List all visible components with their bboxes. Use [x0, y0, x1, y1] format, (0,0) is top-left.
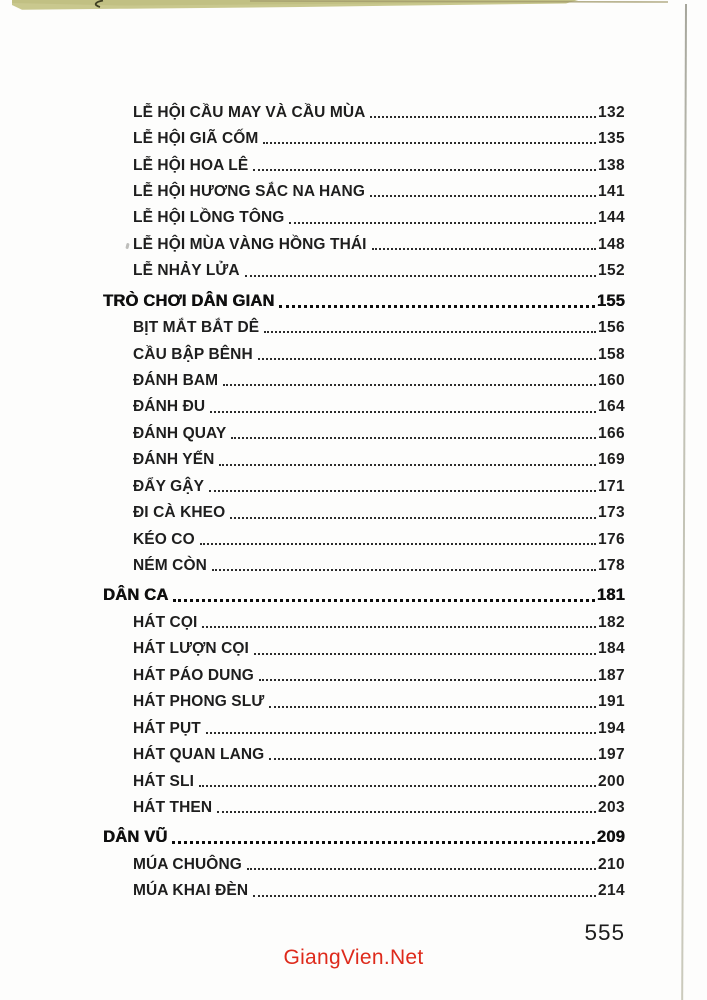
toc-page-number: 191: [597, 693, 625, 711]
table-of-contents: [103, 95, 625, 900]
toc-entry-label: HÁT PÁO DUNG: [133, 666, 254, 684]
toc-entry-label: ĐÁNH YẾN: [133, 451, 215, 469]
toc-entry-label: LỄ HỘI GIÃ CỐM: [133, 130, 259, 148]
toc-page-number: 178: [597, 557, 625, 575]
toc-row-entry: [103, 469, 625, 495]
toc-page-number: 160: [597, 372, 625, 389]
toc-entry-label: ĐI CÀ KHEO: [133, 504, 226, 522]
toc-row-entry: [103, 363, 625, 389]
toc-page-number: 132: [597, 103, 625, 121]
toc-row-header: [103, 579, 625, 605]
toc-row-entry: [103, 685, 625, 711]
toc-page-number: 169: [597, 451, 625, 469]
dotted-leader: [245, 275, 596, 277]
toc-row-entry: [103, 847, 625, 873]
toc-page-number: 210: [597, 855, 625, 873]
toc-row-entry: [103, 95, 625, 121]
dotted-leader: [253, 169, 596, 171]
toc-row-entry: [103, 764, 625, 790]
dotted-leader: [264, 331, 596, 333]
toc-entry-label: ĐÁNH BAM: [133, 372, 219, 389]
toc-page-number: 144: [597, 209, 625, 227]
dotted-leader: [370, 116, 596, 118]
dotted-leader: [289, 222, 596, 224]
toc-entry-label: LỄ HỘI HOA LÊ: [133, 156, 249, 174]
dotted-leader: [263, 142, 596, 144]
toc-entry-label: LỄ HỘI LỒNG TÔNG: [133, 209, 285, 227]
dotted-leader: [231, 437, 596, 439]
toc-row-entry: [103, 311, 625, 337]
toc-page-number: 173: [597, 504, 625, 522]
toc-page-number: 156: [597, 319, 625, 337]
dotted-leader: [206, 732, 596, 734]
toc-row-entry: [103, 443, 625, 469]
toc-page-number: 135: [597, 130, 625, 148]
toc-page-number: 200: [597, 772, 625, 790]
dotted-leader: [212, 569, 596, 571]
toc-page-number: 152: [597, 262, 625, 280]
toc-entry-label: CẦU BẬP BÊNH: [133, 345, 253, 363]
toc-entry-label: BỊT MẮT BẮT DÊ: [133, 319, 260, 337]
toc-page-number: 187: [597, 666, 625, 684]
toc-page-number: 138: [597, 156, 625, 174]
dotted-leader: [258, 358, 596, 360]
toc-page-number: 181: [596, 586, 625, 605]
scan-line-artifact: [681, 4, 687, 1000]
toc-page-number: 141: [597, 182, 625, 200]
toc-entry-label: HÁT PHONG SLƯ: [133, 693, 265, 711]
toc-row-entry: [103, 227, 625, 253]
toc-entry-label: LỄ NHẢY LỬA: [133, 262, 240, 280]
toc-row-entry: [103, 390, 625, 416]
toc-entry-label: HÁT THEN: [133, 799, 213, 816]
dotted-leader: [199, 785, 596, 787]
dotted-leader: [200, 543, 596, 545]
toc-row-entry: [103, 658, 625, 684]
toc-entry-label: ĐẨY GẬY: [133, 477, 205, 495]
toc-row-header: [103, 821, 625, 847]
toc-entry-label: HÁT PỤT: [133, 719, 201, 737]
toc-row-entry: [103, 416, 625, 442]
toc-row-entry: [103, 632, 625, 658]
toc-row-entry: [103, 337, 625, 363]
toc-page-number: 182: [597, 613, 625, 631]
toc-entry-label: LỄ HỘI HƯƠNG SẮC NA HANG: [133, 182, 365, 200]
toc-entry-label: MÚA CHUÔNG: [133, 855, 242, 873]
dotted-leader: [210, 411, 596, 413]
toc-page-number: 158: [597, 345, 625, 363]
toc-entry-label: LỄ HỘI CẦU MAY VÀ CẦU MÙA: [133, 103, 366, 121]
toc-entry-label: NÉM CÒN: [133, 557, 207, 575]
toc-row-entry: [103, 496, 625, 522]
toc-page-number: 184: [597, 640, 625, 658]
toc-entry-label: HÁT QUAN LANG: [133, 746, 265, 764]
toc-page-number: 155: [596, 291, 625, 310]
toc-entry-label: TRÒ CHƠI DÂN GIAN: [103, 291, 275, 310]
dotted-leader: [230, 517, 596, 519]
toc-row-header: [103, 284, 625, 310]
toc-entry-label: LỄ HỘI MÙA VÀNG HỒNG THÁI: [133, 235, 367, 253]
toc-entry-label: MÚA KHAI ĐÈN: [133, 882, 249, 900]
dotted-leader: [219, 464, 595, 466]
page-number: 555: [584, 920, 625, 945]
watermark-text: GiangVien.Net: [283, 946, 424, 969]
dotted-leader: [202, 626, 596, 628]
toc-entry-label: DÂN CA: [103, 586, 169, 605]
page-edge-artifact: [0, 0, 707, 14]
toc-page-number: 209: [596, 828, 625, 847]
toc-row-entry: [103, 522, 625, 548]
toc-row-entry: [103, 874, 625, 900]
dotted-leader: [253, 895, 596, 897]
toc-row-entry: [103, 148, 625, 174]
dotted-leader: [173, 599, 594, 602]
toc-row-entry: [103, 201, 625, 227]
toc-row-entry: [103, 738, 625, 764]
dotted-leader: [372, 248, 596, 250]
toc-entry-label: HÁT CỌI: [133, 613, 198, 631]
toc-page-number: 171: [597, 477, 625, 495]
toc-page-number: 197: [597, 746, 625, 764]
dotted-leader: [172, 841, 594, 844]
dotted-leader: [370, 195, 596, 197]
toc-entry-label: HÁT SLI: [133, 772, 194, 790]
toc-row-entry: [103, 605, 625, 631]
toc-row-entry: [103, 711, 625, 737]
toc-page-number: 148: [597, 235, 625, 253]
dotted-leader: [259, 679, 596, 681]
dotted-leader: [269, 758, 596, 760]
dotted-leader: [209, 490, 596, 492]
toc-entry-label: DÂN VŨ: [103, 828, 168, 847]
toc-entry-label: ĐÁNH ĐU: [133, 398, 206, 416]
toc-entry-label: ĐÁNH QUAY: [133, 424, 227, 442]
dotted-leader: [247, 868, 596, 870]
dotted-leader: [269, 706, 596, 708]
toc-page-number: 194: [597, 719, 625, 737]
toc-row-entry: [103, 174, 625, 200]
dotted-leader: [279, 305, 594, 308]
toc-page-number: 203: [597, 799, 625, 816]
toc-page-number: 166: [597, 424, 625, 442]
dotted-leader: [223, 384, 596, 386]
toc-entry-label: HÁT LƯỢN CỌI: [133, 640, 249, 658]
toc-page-number: 176: [597, 530, 625, 548]
toc-row-entry: [103, 254, 625, 280]
toc-row-entry: [103, 121, 625, 147]
dotted-leader: [254, 653, 596, 655]
toc-page-number: 164: [597, 398, 625, 416]
dotted-leader: [217, 811, 596, 813]
toc-page-number: 214: [597, 882, 625, 900]
toc-row-entry: [103, 790, 625, 816]
toc-row-entry: [103, 548, 625, 574]
toc-entry-label: KÉO CO: [133, 530, 195, 548]
